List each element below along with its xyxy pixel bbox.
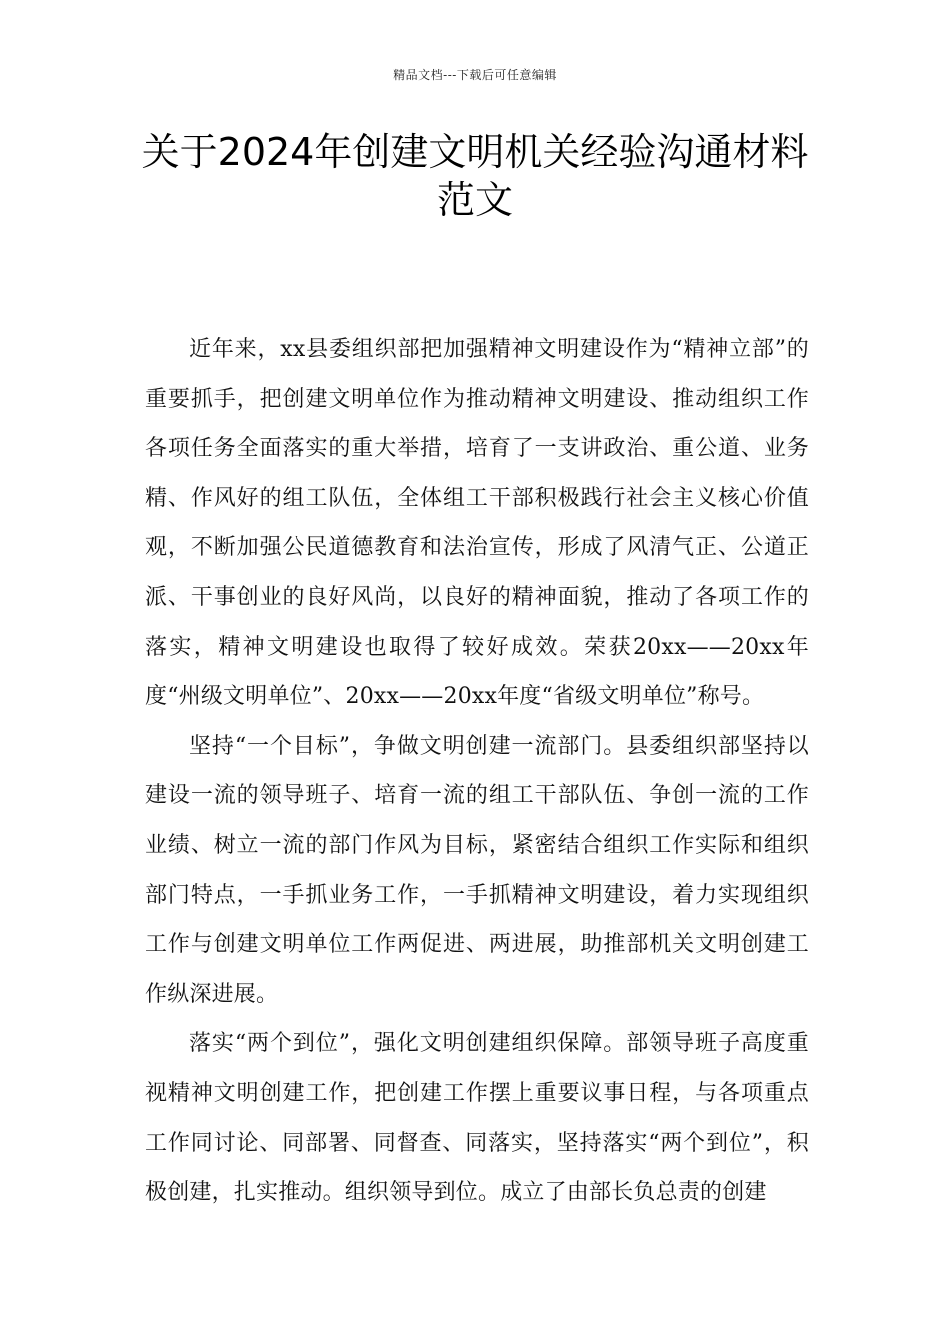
document-title: 关于2024年创建文明机关经验沟通材料范文 [141,130,809,222]
body-paragraph: 落实“两个到位”，强化文明创建组织保障。部领导班子高度重视精神文明创建工作，把创建工作摆上重要议事日程，与各项重点工作同讨论、同部署、同督查、同落实，坚持落实“两个到位”，积极创建，扎实推动。组织领导到位。成立了由部长负总责的创建 [145,1031,809,1206]
body-paragraph: 坚持“一个目标”，争做文明创建一流部门。县委组织部坚持以建设一流的领导班子、培育一流的组工干部队伍、争创一流的工作业绩、树立一流的部门作风为目标，紧密结合组织工作实际和组织部门特点，一手抓业务工作，一手抓精神文明建设，着力实现组织工作与创建文明单位工作两促进、两进展，助推部机关文明创建工作纵深进展。 [145,733,809,1007]
document-body [145,325,809,1218]
header-note: 精品文档---下载后可任意编辑 [393,68,557,82]
body-paragraph: 近年来，xx县委组织部把加强精神文明建设作为“精神立部”的重要抓手，把创建文明单位作为推动精神文明建设、推动组织工作各项任务全面落实的重大举措，培育了一支讲政治、重公道、业务精、作风好的组工队伍，全体组工干部积极践行社会主义核心价值观，不断加强公民道德教育和法治宣传，形成了风清气正、公道正派、干事创业的良好风尚，以良好的精神面貌，推动了各项工作的落实，精神文明建设也取得了较好成效。荣获20xx——20xx年度“州级文明单位”、20xx——20xx年度“省级文明单位”称号。 [145,337,809,710]
